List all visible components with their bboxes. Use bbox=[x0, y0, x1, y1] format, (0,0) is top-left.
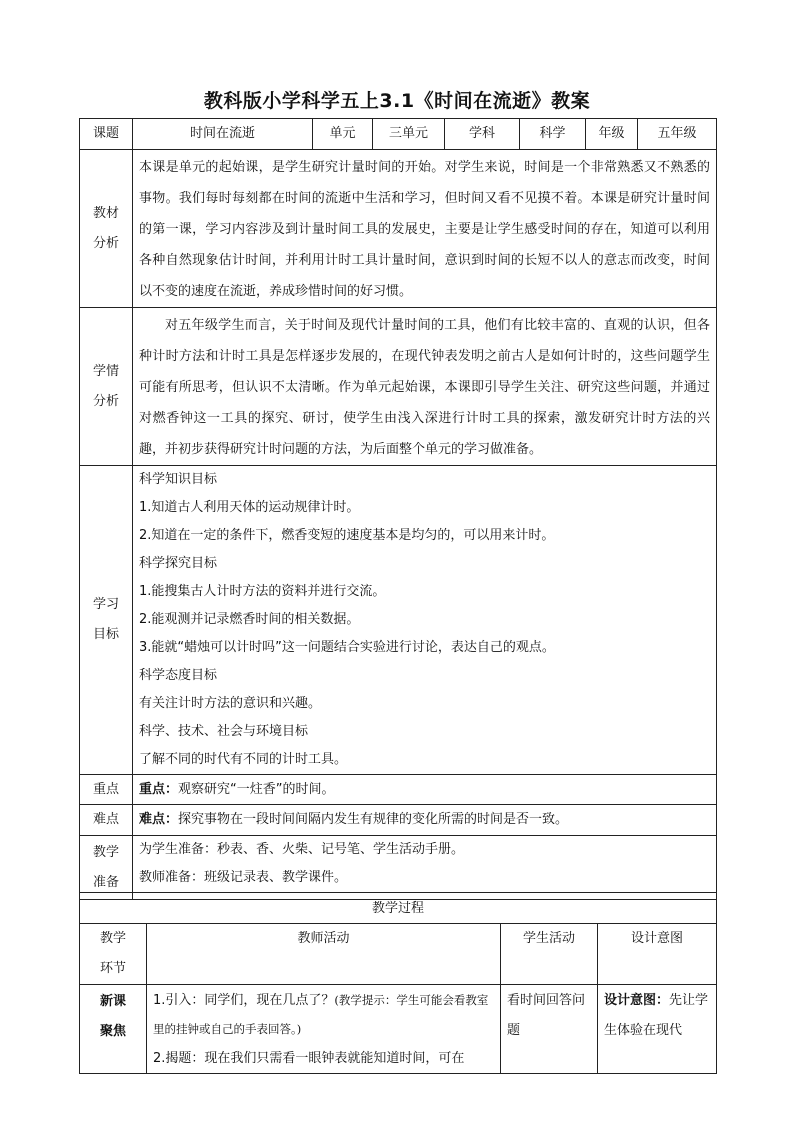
process-row bbox=[80, 985, 717, 1074]
topic-label: 课题 bbox=[80, 119, 133, 150]
material-label: 教材 分析 bbox=[80, 150, 133, 308]
objective-line: 科学探究目标 bbox=[139, 556, 218, 571]
objectives-list bbox=[133, 466, 717, 775]
key-point-text: 观察研究“一炷香”的时间。 bbox=[178, 781, 335, 797]
key-point-label: 重点 bbox=[80, 775, 133, 805]
header-row bbox=[80, 119, 717, 150]
grade-value: 五年级 bbox=[638, 119, 717, 150]
difficulty-prefix: 难点： bbox=[139, 812, 179, 827]
preparation-row bbox=[80, 836, 717, 900]
students-analysis-text: 对五年级学生而言，关于时间及现代计量时间的工具，他们有比较丰富的、直观的认识，但各种计时方法和计时工具是怎样逐步发展的，在现代钟表发明之前古人是如何计时的，这些问题学生可能有所思考，但认识不太清晰。作为单元起始课，本课即引导学生关注、研究这些问题，并通过对燃香钟这一工具的探究、研讨，使学生由浅入深进行计时工具的探索，激发研究计时方法的兴趣，并初步获得研究计时问题的方法，为后面整个单元的学习做准备。 bbox=[133, 308, 717, 466]
difficulty-label: 难点 bbox=[80, 805, 133, 836]
process-heading: 教学过程 bbox=[80, 893, 717, 924]
stage-cell: 新课 聚焦 bbox=[80, 985, 147, 1074]
topic-value: 时间在流逝 bbox=[133, 119, 313, 150]
unit-value: 三单元 bbox=[373, 119, 445, 150]
grade-label: 年级 bbox=[586, 119, 638, 150]
design-intent-prefix: 设计意图： bbox=[604, 993, 670, 1008]
document-title: 教科版小学科学五上3.1《时间在流逝》教案 bbox=[203, 90, 591, 112]
difficulty-text: 探究事物在一段时间间隔内发生有规律的变化所需的时间是否一致。 bbox=[178, 812, 569, 827]
objective-line: 科学、技术、社会与环境目标 bbox=[139, 724, 309, 739]
lesson-info-table bbox=[79, 118, 717, 900]
design-intent-text: 先让学生体验在现代 bbox=[604, 993, 709, 1038]
key-point-prefix: 重点： bbox=[139, 781, 179, 797]
objective-line: 有关注计时方法的意识和兴趣。 bbox=[139, 696, 322, 711]
students-label: 学情 分析 bbox=[80, 308, 133, 466]
key-point-cell bbox=[133, 775, 717, 805]
col-student-header: 学生活动 bbox=[501, 924, 598, 985]
preparation-line: 教师准备：班级记录表、教学课件。 bbox=[139, 870, 348, 885]
difficulty-row bbox=[80, 805, 717, 836]
col-design-header: 设计意图 bbox=[598, 924, 717, 985]
objective-line: 科学态度目标 bbox=[139, 668, 218, 683]
key-point-row bbox=[80, 775, 717, 805]
objectives-row bbox=[80, 466, 717, 775]
objective-line: 1.知道古人利用天体的运动规律计时。 bbox=[139, 500, 360, 515]
col-teacher-header: 教师活动 bbox=[147, 924, 501, 985]
preparation-label: 教学 准备 bbox=[80, 836, 133, 900]
process-column-headers bbox=[80, 924, 717, 985]
preparation-line: 为学生准备：秒表、香、火柴、记号笔、学生活动手册。 bbox=[139, 842, 465, 857]
objective-line: 了解不同的时代有不同的计时工具。 bbox=[139, 752, 348, 767]
material-row bbox=[80, 150, 717, 308]
subject-value: 科学 bbox=[520, 119, 586, 150]
col-stage-header: 教学 环节 bbox=[80, 924, 147, 985]
material-analysis-text: 本课是单元的起始课，是学生研究计量时间的开始。对学生来说，时间是一个非常熟悉又不熟悉的事物。我们每时每刻都在时间的流逝中生活和学习，但时间又看不见摸不着。本课是研究计量时间的第一课，学习内容涉及到计量时间工具的发展史，主要是让学生感受时间的存在，知道可以利用各种自然现象估计时间，并利用计时工具计量时间，意识到时间的长短不以人的意志而改变，时间以不变的速度在流逝，养成珍惜时间的好习惯。 bbox=[133, 150, 717, 308]
teacher-activity-cell bbox=[147, 985, 501, 1074]
objective-line: 2.能观测并记录燃香时间的相关数据。 bbox=[139, 612, 360, 627]
teacher-step-2: 2.揭题：现在我们只需看一眼钟表就能知道时间，可在 bbox=[153, 1051, 465, 1066]
objective-line: 2.知道在一定的条件下，燃香变短的速度基本是均匀的，可以用来计时。 bbox=[139, 528, 555, 543]
difficulty-cell bbox=[133, 805, 717, 836]
design-intent-cell bbox=[598, 985, 717, 1074]
teaching-process-table bbox=[79, 892, 717, 1074]
subject-label: 学科 bbox=[445, 119, 520, 150]
objective-line: 1.能搜集古人计时方法的资料并进行交流。 bbox=[139, 584, 386, 599]
teacher-step-1: 1.引入：同学们，现在几点了？ bbox=[153, 993, 335, 1008]
teacher-hint: (教学提示：学生可能会看教室里的挂钟或自己的手表回答。) bbox=[153, 993, 489, 1036]
students-row bbox=[80, 308, 717, 466]
preparation-list bbox=[133, 836, 717, 900]
process-heading-row bbox=[80, 893, 717, 924]
unit-label: 单元 bbox=[313, 119, 373, 150]
objective-line: 3.能就“蜡烛可以计时吗”这一问题结合实验进行讨论，表达自己的观点。 bbox=[139, 640, 555, 655]
objective-line: 科学知识目标 bbox=[139, 472, 218, 487]
objectives-label: 学习 目标 bbox=[80, 466, 133, 775]
student-activity-cell: 看时间回答问题 bbox=[501, 985, 598, 1074]
